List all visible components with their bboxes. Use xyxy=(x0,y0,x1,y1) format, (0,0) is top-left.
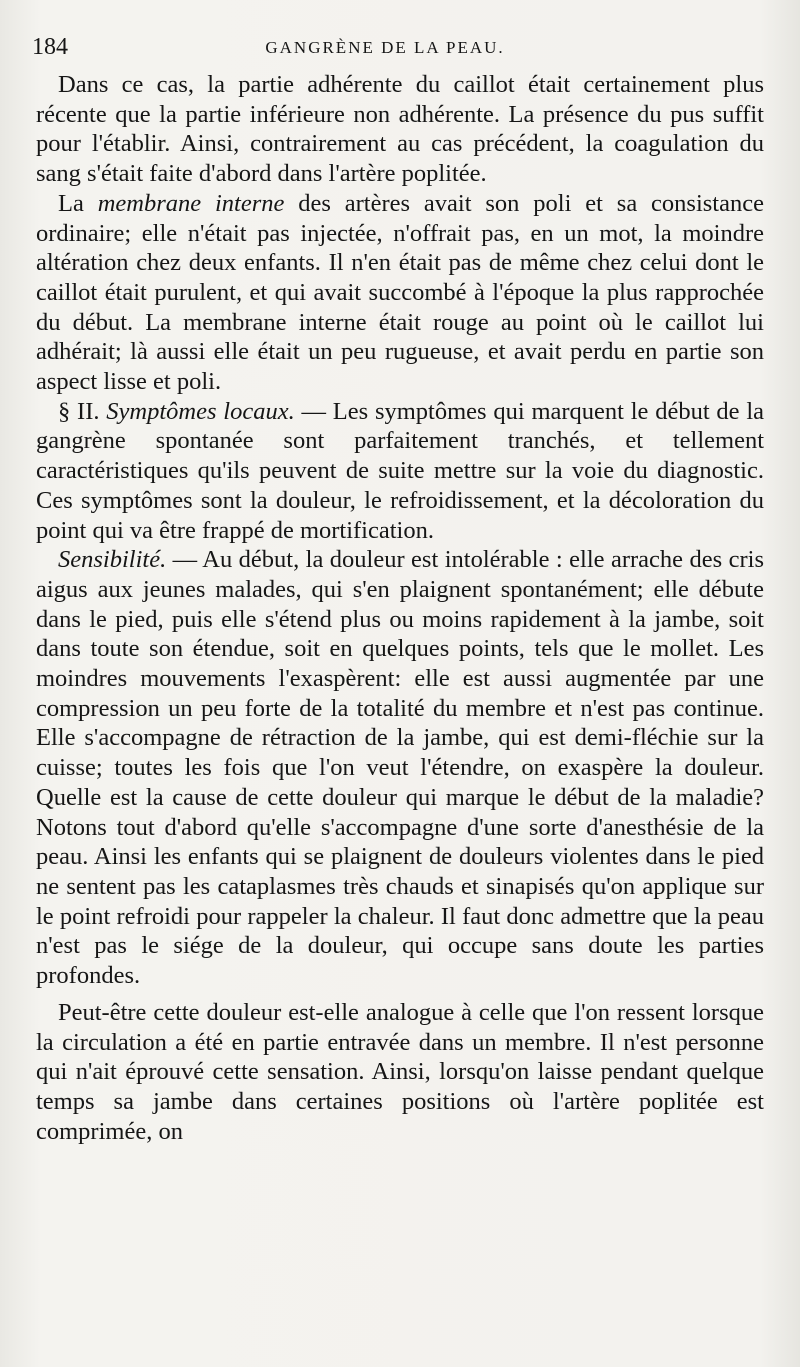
paragraph-4 xyxy=(36,545,764,991)
paragraph-2 xyxy=(36,189,764,397)
body-text xyxy=(36,70,764,1146)
paragraph-4-text: — Au début, la douleur est intolérable : elle arrache des cris aigus aux jeunes malades, qui s'en plaignent spontanément; elle débute dans le pied, puis elle s'étend plus ou moins rapidement à la jambe, soit dans toute son étendue, soit en quelques points, tels que le mollet. Les moindres mouvements l'exaspèrent: elle est aussi augmentée par une compression un peu forte de la totalité du membre et n'est pas continue. Elle s'accompagne de rétraction de la jambe, qui est demi-fléchie sur la cuisse; toutes les fois que l'on veut l'étendre, on exaspère la douleur. Quelle est la cause de cette douleur qui marque le début de la maladie? Notons tout d'abord qu'elle s'accompagne d'une sorte d'anesthésie de la peau. Ainsi les enfants qui se plaignent de douleurs violentes dans le pied ne sentent pas les cataplasmes très chauds et sinapisés qu'on applique sur le point refroidi pour rappeler la chaleur. Il faut donc admettre que la peau n'est pas le siége de la douleur, qui occupe sans doute les parties profondes. xyxy=(36,546,764,990)
running-head: GANGRÈNE DE LA PEAU. xyxy=(265,38,505,57)
emphasis-membrane-interne: membrane interne xyxy=(97,189,285,217)
paragraph-5 xyxy=(36,998,764,1147)
page-header xyxy=(32,34,738,64)
paragraph-5-text: Peut-être cette douleur est-elle analogue à celle que l'on ressent lorsque la circulation a été en partie entravée dans un membre. Il n'est personne qui n'ait éprouvé cette sensation. Ainsi, lorsqu'on laisse pendant quelque temps sa jambe dans certaines positions où l'artère poplitée est comprimée, on xyxy=(36,998,764,1145)
paragraph-2-text: des artères avait son poli et sa consistance ordinaire; elle n'était pas injectée, n'offrait pas, en un mot, la moindre altération chez deux enfants. Il n'en était pas de même chez celui dont le caillot était purulent, et qui avait succombé à l'époque la plus rapprochée du début. La membrane interne était rouge au point où le caillot lui adhérait; là aussi elle était un peu rugueuse, et avait perdu en partie son aspect lisse et poli. xyxy=(36,189,764,396)
section-number: § II. xyxy=(58,397,100,425)
paragraph-gap xyxy=(36,991,764,998)
paragraph-1 xyxy=(36,70,764,189)
section-title: Symptômes locaux. xyxy=(106,397,295,425)
page-number: 184 xyxy=(32,34,68,60)
paragraph-2-lead: La xyxy=(58,189,98,217)
paragraph-1-text: Dans ce cas, la partie adhérente du caillot était certainement plus récente que la partie inférieure non adhérente. La présence du pus suffit pour l'établir. Ainsi, contrairement au cas précédent, la coagulation du sang s'était faite d'abord dans l'artère poplitée. xyxy=(36,71,764,188)
subheading-sensibilite: Sensibilité. xyxy=(58,546,167,574)
paragraph-3 xyxy=(36,397,764,546)
paragraph-3-text: — Les symptômes qui marquent le début de la gangrène spontanée sont parfaitement tranchés, et tellement caractéristiques qu'ils peuvent de suite mettre sur la voie du diagnostic. Ces symptômes sont la douleur, le refroidissement, et la décoloration du point qui va être frappé de mortification. xyxy=(36,397,765,544)
